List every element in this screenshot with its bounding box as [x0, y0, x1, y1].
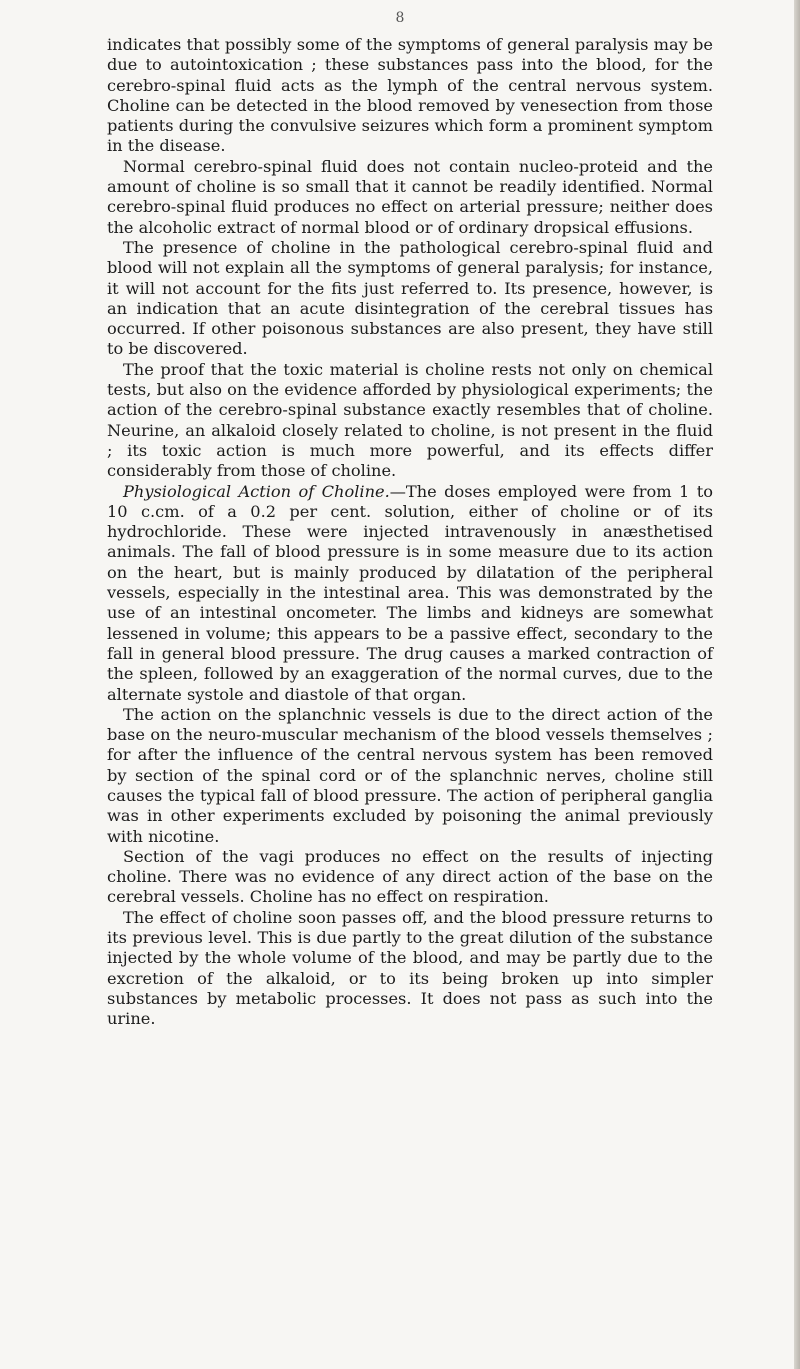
page-number: 8 [395, 10, 405, 26]
paragraph-6 [107, 705, 713, 847]
paragraph-5 [107, 482, 713, 705]
paragraph-7-text: Section of the vagi produces no effect on the results of injecting choline. There was no evidence of any direct action of the base on the cerebral vessels. Choline has no effect on respiration. [107, 846, 713, 907]
paragraph-1 [107, 35, 713, 157]
paragraph-1-text: indicates that possibly some of the symptoms of general paralysis may be due to autointoxication ; these substances pass into the blood, for the cerebro-spinal fluid acts as the lymph of the central nervous system. Choline can be detected in the blood removed by venesection from those patients during the convulsive seizures which form a prominent symptom in the disease. [107, 35, 713, 156]
paragraph-4-text: The proof that the toxic material is choline rests not only on chemical tests, but also on the evidence afforded by physiological experiments; the action of the cerebro-spinal substance exactly resembles that of choline. Neurine, an alkaloid closely related to choline, is not present in the fluid ; its toxic action is much more powerful, and its effects differ considerably from those of choline. [107, 359, 713, 481]
paragraph-5-text: —The doses employed were from 1 to 10 c.cm. of a 0.2 per cent. solution, either of choline or of its hydrochloride. These were injected intravenously in anæsthetised animals. The fall of blood pressure is in some measure due to its action on the heart, but is mainly produced by dilatation of the peripheral vessels, especially in the intestinal area. This was demonstrated by the use of an intestinal oncometer. The limbs and kidneys are somewhat lessened in volume; this appears to be a passive effect, secondary to the fall in general blood pressure. The drug causes a marked contraction of the spleen, followed by an exaggeration of the normal curves, due to the alternate systole and diastole of that organ. [107, 481, 713, 704]
paragraph-4 [107, 360, 713, 482]
paragraph-2-text: Normal cerebro-spinal fluid does not contain nucleo-proteid and the amount of choline is so small that it cannot be readily identified. Normal cerebro-spinal fluid produces no effect on arterial pressure; neither does the alcoholic extract of normal blood or of ordinary dropsical effusions. [107, 156, 713, 237]
paragraph-3-text: The presence of choline in the pathological cerebro-spinal fluid and blood will not explain all the symptoms of general paralysis; for instance, it will not account for the fits just referred to. Its presence, however, is an indication that an acute disintegration of the cerebral tissues has occurred. If other poisonous substances are also present, they have still to be discovered. [107, 237, 713, 359]
page-edge-shadow [794, 0, 800, 1369]
paragraph-8 [107, 908, 713, 1030]
paragraph-2 [107, 157, 713, 238]
paragraph-3 [107, 238, 713, 360]
paragraph-8-text: The effect of choline soon passes off, and the blood pressure returns to its previous level. This is due partly to the great dilution of the substance injected by the whole volume of the blood, and may be partly due to the excretion of the alkaloid, or to its being broken up into simpler substances by metabolic processes. It does not pass as such into the urine. [107, 907, 713, 1029]
paragraph-7 [107, 847, 713, 908]
body-text [107, 35, 713, 1030]
section-heading-physiological-action: Physiological Action of Choline. [123, 481, 390, 501]
paragraph-6-text: The action on the splanchnic vessels is due to the direct action of the base on the neuro-muscular mechanism of the blood vessels themselves ; for after the influence of the central nervous system has been removed by section of the spinal cord or of the splanchnic nerves, choline still causes the typical fall of blood pressure. The action of peripheral ganglia was in other experiments excluded by poisoning the animal previously with nicotine. [107, 704, 713, 846]
